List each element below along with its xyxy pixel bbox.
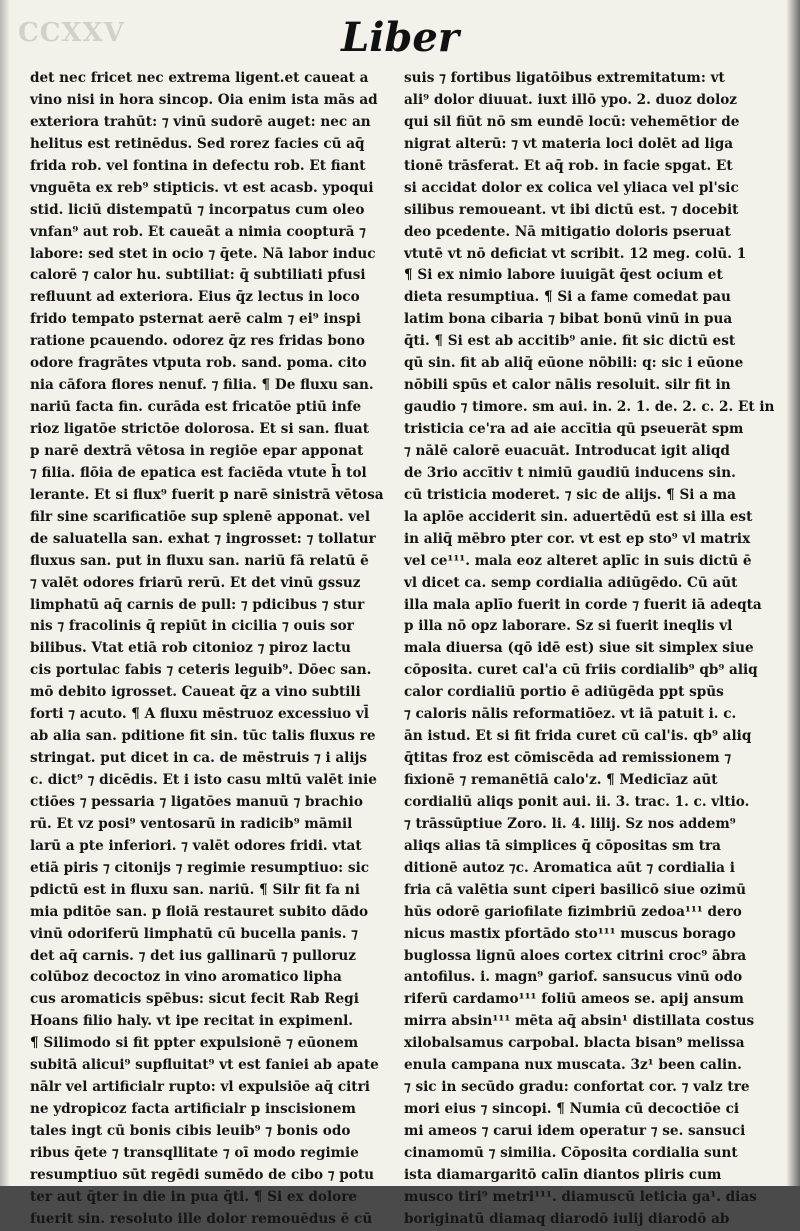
text-line: nia cāfora flores nenuf. ⁊ filia. ¶ De fluxu san.: [30, 377, 374, 394]
text-line: ab alia san. pditione fit sin. tūc talis fluxus re: [30, 728, 376, 745]
text-line: deo pcedente. Nā mitigatio doloris pseruat: [404, 223, 731, 240]
text-line: det nec fricet nec extrema ligent.et caueat a: [30, 70, 369, 86]
text-line: q̄ti. ¶ Si est ab accitib⁹ anie. fit sic dictū est: [404, 333, 736, 350]
text-line: nis ⁊ fracolinis q̄ repiūt in cicilia ⁊ ouis sor: [30, 618, 354, 635]
text-line: ⁊ filia. flōia de epatica est faciēda vtute h̄ tol: [30, 464, 367, 481]
text-line: ⁊ nālē calorē euacuāt. Introducat igit aliqd: [404, 442, 730, 459]
text-line: cinamomū ⁊ similia. Cōposita cordialia sunt: [404, 1144, 738, 1161]
text-line: mi ameos ⁊ carui idem operatur ⁊ se. sansuci: [404, 1123, 746, 1139]
text-line: rū. Et vz posi⁹ ventosarū in radicib⁹ māmil: [30, 815, 353, 832]
text-line: tales ingt cū bonis cibis leuib⁹ ⁊ bonis odo: [30, 1123, 351, 1139]
text-line: labore: sed stet in ocio ⁊ q̄ete. Nā labor induc: [30, 245, 376, 262]
text-line: musco tiri⁹ metri¹¹¹. diamuscū leticia ga¹. dias: [404, 1188, 757, 1205]
page-shadow-left: [0, 0, 10, 1186]
text-line: Hoans filio haly. vt ipe recitat in expimenl.: [30, 1013, 353, 1030]
text-line: de 3rio accītiv t nimiū gaudiū inducens sin.: [404, 464, 736, 481]
text-line: vtutē vt nō deficiat vt scribit. 12 meg. colū. 1: [404, 245, 747, 262]
text-line: cordialiū aliqs ponit aui. ii. 3. trac. 1. c. vltio.: [404, 793, 750, 810]
text-line: ān istud. Et si fit frida curet cū cal'is. qb⁹ aliq: [404, 728, 752, 745]
text-line: nālr vel artificialr rupto: vl expulsiōe aq̄ citri: [30, 1079, 370, 1096]
text-line: enula campana nux muscata. 3z¹ been calin.: [404, 1057, 742, 1074]
text-line: odore fragrātes vtputa rob. sand. poma. cito: [30, 355, 367, 372]
text-line: ctiōes ⁊ pessaria ⁊ ligatōes manuū ⁊ brachio: [30, 793, 363, 810]
text-line: ali⁹ dolor diuuat. iuxt illō ypo. 2. duoz doloz: [404, 91, 738, 108]
text-line: cus aromaticis spēbus: sicut fecit Rab Regi: [30, 991, 359, 1008]
text-line: ista diamargaritō calīn diantos pliris cum: [404, 1166, 722, 1183]
text-line: fixionē ⁊ remanētiā calo'z. ¶ Medicīaz aūt: [404, 772, 718, 788]
text-line: etiā piris ⁊ citonijs ⁊ regimie resumptiuo: sic: [30, 859, 370, 876]
text-line: cōposita. curet cal'a cū friis cordialib⁹ qb⁹ aliq: [404, 662, 758, 679]
text-line: larū a pte inferiori. ⁊ valēt odores fridi. vtat: [30, 837, 362, 854]
text-column-right: [404, 68, 782, 1231]
text-line: p narē dextrā vētosa in regiōe epar apponat: [30, 442, 364, 459]
text-line: fuerit sin. resoluto ille dolor remouēdus ē cū: [30, 1210, 373, 1227]
text-line: vl dicet ca. semp cordialia adiūgēdo. Cū aūt: [404, 574, 738, 591]
text-line: stringat. put dicet in ca. de mēstruis ⁊ i alijs: [30, 750, 368, 767]
text-line: rioz ligatōe strictōe dolorosa. Et si san. fluat: [30, 421, 370, 437]
text-line: nicus mastix pfortādo sto¹¹¹ muscus borago: [404, 925, 736, 942]
text-line: vnguēta ex reb⁹ stipticis. vt est acasb. ypoqui: [30, 179, 374, 196]
text-line: vnfan⁹ aut rob. Et caueāt a nimia coopturā ⁊: [30, 223, 366, 240]
text-line: det aq̄ carnis. ⁊ det ius gallinarū ⁊ pulloruz: [30, 947, 357, 964]
text-line: p illa nō opz laborare. Sz si fuerit ineqlis vl: [404, 618, 733, 635]
text-line: ¶ Si ex nimio labore iuuigāt q̄est ocium et: [404, 267, 723, 284]
text-line: calorē ⁊ calor hu. subtiliat: q̄ subtiliati pfusi: [30, 267, 366, 284]
text-line: q̄titas froz est cōmiscēda ad remissionem ⁊: [404, 750, 732, 767]
text-line: cū tristicia moderet. ⁊ sic de alijs. ¶ Si a ma: [404, 486, 736, 503]
text-line: ⁊ sic in secūdo gradu: confortat cor. ⁊ valz tre: [404, 1079, 750, 1096]
text-line: forti ⁊ acuto. ¶ A fluxu mēstruoz excessiuo vl̄: [30, 706, 369, 723]
text-line: vinū odoriferū limphatū cū bucella panis. ⁊: [30, 925, 358, 942]
text-line: nariū facta fin. curāda est fricatōe ptiū infe: [30, 399, 362, 416]
text-line: ribus q̄ete ⁊ transqllitate ⁊ oī modo regimie: [30, 1144, 359, 1161]
text-line: mori eius ⁊ sincopi. ¶ Numia cū decoctiōe ci: [404, 1101, 740, 1118]
text-line: de saluatella san. exhat ⁊ ingrosset: ⁊ tollatur: [30, 530, 376, 547]
text-line: vino nisi in hora sincop. Oia enim ista mās ad: [30, 91, 378, 108]
text-line: vel ce¹¹¹. mala eoz alteret aplīc in suis dictū ē: [404, 552, 752, 569]
text-line: stid. liciū distempatū ⁊ incorpatus cum oleo: [30, 201, 365, 218]
page-shadow-right: [786, 0, 800, 1186]
text-line: tristicia ce'ra ad aie accītia qū pseuerāt spm: [404, 421, 744, 437]
text-column-left: [30, 68, 398, 1231]
text-line: riferū cardamo¹¹¹ foliū ameos se. apij ansum: [404, 991, 744, 1008]
text-line: ditionē autoz ⁊c. Aromatica aūt ⁊ cordialia i: [404, 859, 735, 876]
text-line: helitus est retinēdus. Sed rorez facies cū aq̄: [30, 135, 365, 152]
text-line: ⁊ trāssūptiue Zoro. li. 4. lilij. Sz nos addem⁹: [404, 815, 736, 832]
folio-number: CCXXV: [18, 18, 125, 48]
text-line: ⁊ valēt odores friarū rerū. Et det vinū gssuz: [30, 574, 361, 591]
text-line: mia pditōe san. p floiā restauret subito dādo: [30, 903, 369, 920]
text-line: ⁊ caloris nālis reformatiōez. vt iā patuit i. c.: [404, 706, 737, 723]
text-line: frida rob. vel fontina in defectu rob. Et fiant: [30, 157, 366, 174]
text-line: calor cordialiū portio ē adiūgēda ppt spūs: [404, 684, 724, 701]
text-line: gaudio ⁊ timore. sm aui. in. 2. 1. de. 2. c. 2. Et in: [404, 399, 775, 416]
text-line: lerante. Et si flux⁹ fuerit p narē sinistrā vētosa: [30, 486, 384, 503]
text-line: refluunt ad exteriora. Eius q̄z lectus in loco: [30, 289, 360, 306]
text-line: filr sine scarificatiōe sup splenē apponat. vel: [30, 508, 370, 525]
text-line: mō debito igrosset. Caueat q̄z a vino subtili: [30, 684, 361, 701]
text-line: illa mala aplīo fuerit in corde ⁊ fuerit iā adeqta: [404, 596, 762, 613]
text-line: latim bona cibaria ⁊ bibat bonū vinū in pua: [404, 311, 733, 328]
text-line: silibus remoueant. vt ibi dictū est. ⁊ docebit: [404, 201, 739, 218]
text-line: aliqs alias tā simplices q̄ cōpositas sm tra: [404, 837, 721, 854]
text-line: ratione pcauendo. odorez q̄z res fridas bono: [30, 333, 365, 350]
text-line: resumptiuo sūt regēdi sumēdo de cibo ⁊ potu: [30, 1166, 375, 1183]
text-line: la aplōe acciderit sin. aduertēdū est si illa est: [404, 508, 753, 525]
text-line: suis ⁊ fortibus ligatōibus extremitatum: vt: [404, 70, 725, 86]
text-line: pdictū est in fluxu san. nariū. ¶ Silr fit fa ni: [30, 881, 360, 898]
text-line: c. dict⁹ ⁊ dicēdis. Et i isto casu mltū valēt inie: [30, 772, 377, 788]
text-line: subitā alicui⁹ supfluitat⁹ vt est faniei ab apate: [30, 1057, 379, 1074]
text-line: qui sil fiūt nō sm eundē locū: vehemētior de: [404, 113, 740, 130]
text-line: tionē trāsferat. Et aq̄ rob. in facie spgat. Et: [404, 157, 733, 174]
text-line: ¶ Silimodo si fit ppter expulsionē ⁊ eūonem: [30, 1035, 359, 1052]
text-line: qū sin. fit ab aliq̄ eūone nōbili: q: sic i eūone: [404, 355, 744, 372]
text-line: exteriora trahūt: ⁊ vinū sudorē auget: nec an: [30, 113, 371, 130]
text-line: xilobalsamus carpobal. blacta bisan⁹ melissa: [404, 1035, 745, 1052]
text-line: ter aut q̄ter in die in pua q̄ti. ¶ Si ex dolore: [30, 1188, 358, 1205]
text-line: ne ydropicoz facta artificialr p inscisionem: [30, 1101, 356, 1118]
text-line: dieta resumptiua. ¶ Si a fame comedat pau: [404, 289, 731, 306]
text-line: nigrat alterū: ⁊ vt materia loci dolēt ad liga: [404, 135, 734, 152]
text-line: boriginatū diamaq diarodō iulij diarodō ab: [404, 1210, 730, 1227]
text-line: limphatū aq̄ carnis de pull: ⁊ pdicibus ⁊ stur: [30, 596, 365, 613]
text-line: antofilus. i. magn⁹ gariof. sansucus vinū odo: [404, 969, 743, 986]
text-line: colūboz decoctoz in vino aromatico lipha: [30, 969, 342, 986]
text-line: si accidat dolor ex colica vel yliaca vel pl'sic: [404, 179, 739, 196]
text-line: buglossa lignū aloes cortex citrini croc⁹ ābra: [404, 947, 747, 964]
text-line: hūs odorē gariofilate fizimbriū zedoa¹¹¹ dero: [404, 903, 742, 920]
text-line: fria cā valētia sunt ciperi basilicō siue ozimū: [404, 881, 746, 898]
text-line: frido tempato psternat aerē calm ⁊ ei⁹ inspi: [30, 311, 361, 328]
text-line: fluxus san. put in fluxu san. nariū fā relatū ē: [30, 552, 369, 569]
text-line: bilibus. Vtat etiā rob citonioz ⁊ piroz lactu: [30, 640, 351, 657]
text-line: mala diuersa (qō idē est) siue sit simplex siue: [404, 640, 754, 657]
running-head: Liber: [341, 14, 459, 61]
text-line: cis portulac fabis ⁊ ceteris leguib⁹. Dōec san.: [30, 662, 372, 679]
text-line: in aliq̄ mēbro pter cor. vt est ep sto⁹ vl matrix: [404, 530, 751, 547]
text-line: mirra absin¹¹¹ mēta aq̄ absin¹ distillata costus: [404, 1013, 755, 1030]
text-line: nōbili spūs et calor nālis resoluit. silr fit in: [404, 377, 731, 394]
